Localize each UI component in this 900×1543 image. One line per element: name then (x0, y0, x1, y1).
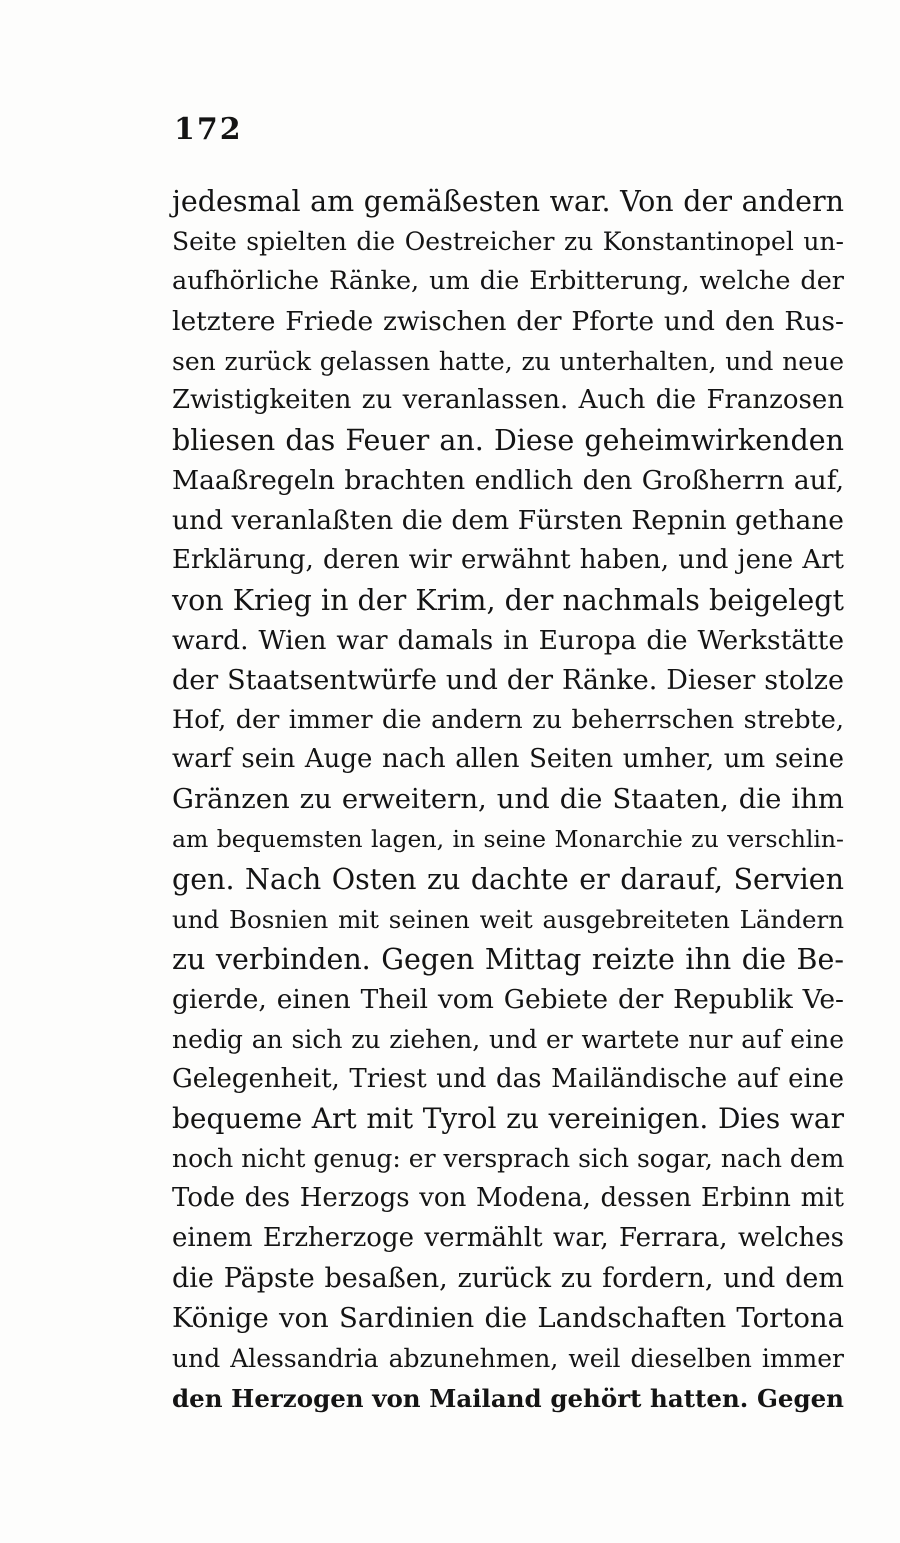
text-line: warf sein Auge nach allen Seiten umher, um seine (172, 744, 844, 775)
text-line: und Bosnien mit seinen weit ausgebreiteten Ländern (172, 905, 844, 935)
text-line: letztere Friede zwischen der Pforte und den Rus- (172, 305, 844, 337)
text-line: und veranlaßten die dem Fürsten Repnin gethane (172, 505, 844, 537)
text-line: und Alessandria abzunehmen, weil dieselben immer (172, 1343, 844, 1373)
text-line: bliesen das Feuer an. Diese geheimwirkenden (172, 424, 844, 458)
text-line: Könige von Sardinien die Landschaften Tortona (172, 1301, 844, 1334)
text-line: jedesmal am gemäßesten war. Von der andern (172, 185, 844, 218)
text-line: Tode des Herzogs von Modena, dessen Erbinn mit (172, 1183, 844, 1214)
text-line: einem Erzherzoge vermählt war, Ferrara, welches (172, 1223, 844, 1254)
text-line: Seite spielten die Oestreicher zu Konstantinopel un- (172, 226, 844, 256)
text-line: den Herzogen von Mailand gehört hatten. Gegen (172, 1383, 844, 1413)
text-line: gen. Nach Osten zu dachte er darauf, Servien (172, 863, 844, 897)
text-line: Gelegenheit, Triest und das Mailändische auf eine (172, 1063, 844, 1094)
text-line: gierde, einen Theil vom Gebiete der Republik Ve- (172, 983, 844, 1015)
page-number: 172 (174, 112, 243, 147)
body-text (172, 182, 844, 1419)
text-line: nedig an sich zu ziehen, und er wartete nur auf eine (172, 1024, 844, 1054)
text-line: noch nicht genug: er versprach sich sogar, nach dem (172, 1144, 845, 1174)
text-line: Maaßregeln brachten endlich den Großherrn auf, (172, 465, 844, 497)
text-line: der Staatsentwürfe und der Ränke. Dieser stolze (172, 664, 844, 696)
text-line: sen zurück gelassen hatte, zu unterhalten, und neue (172, 346, 844, 376)
text-line: die Päpste besaßen, zurück zu fordern, und dem (172, 1263, 844, 1295)
text-line: bequeme Art mit Tyrol zu vereinigen. Dies war (172, 1102, 844, 1136)
text-line: aufhörliche Ränke, um die Erbitterung, welche der (172, 265, 844, 296)
text-line: ward. Wien war damals in Europa die Werkstätte (172, 624, 844, 656)
text-line: Hof, der immer die andern zu beherrschen strebte, (172, 704, 844, 735)
text-line: Erklärung, deren wir erwähnt haben, und jene Art (172, 545, 844, 576)
text-line: zu verbinden. Gegen Mittag reizte ihn die Be- (172, 942, 844, 976)
text-line: Gränzen zu erweitern, und die Staaten, die ihm (172, 783, 844, 816)
text-line: am bequemsten lagen, in seine Monarchie zu verschlin- (172, 825, 844, 854)
text-line: Zwistigkeiten zu veranlassen. Auch die Franzosen (172, 385, 844, 416)
text-line: von Krieg in der Krim, der nachmals beigelegt (172, 583, 844, 617)
